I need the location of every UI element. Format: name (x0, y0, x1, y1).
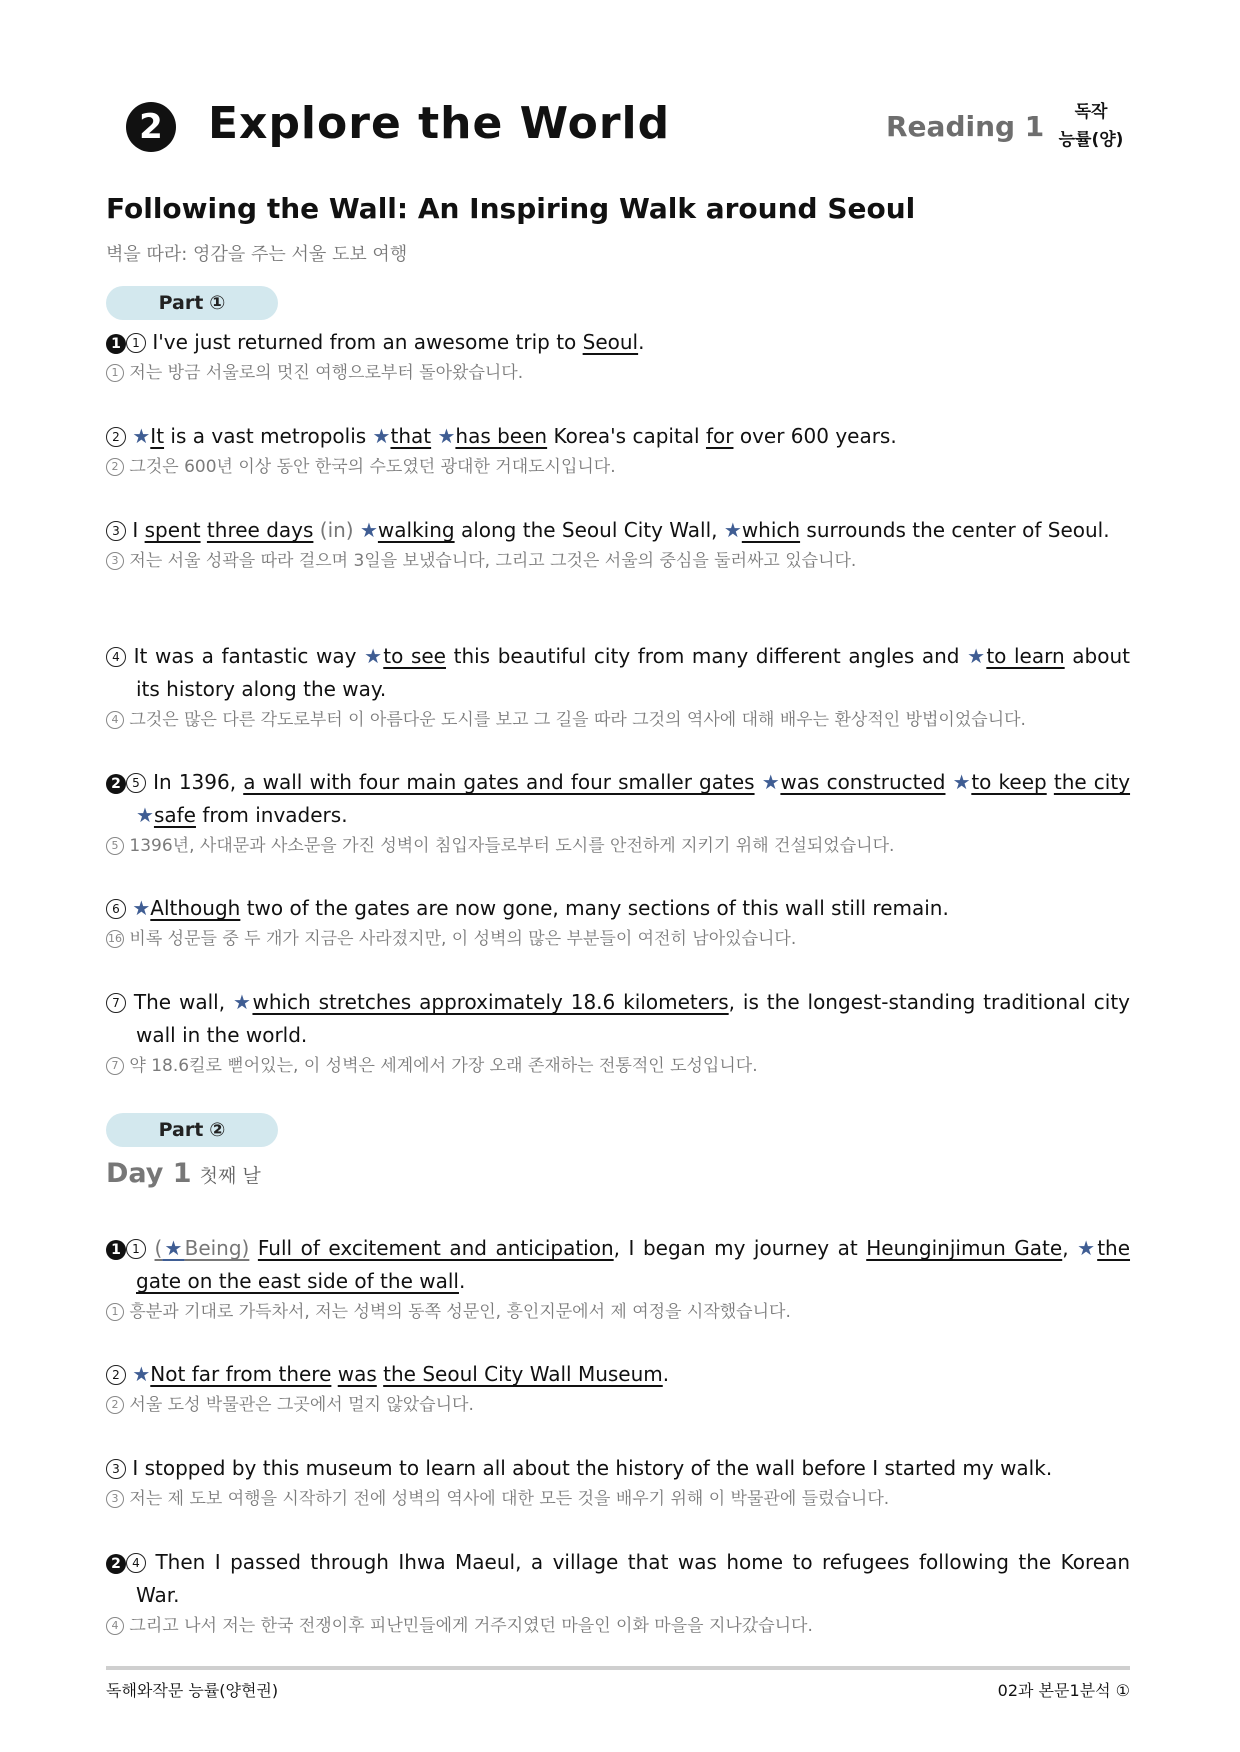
footer-page-label: 02과 본문1분석 ① (997, 1681, 1130, 1700)
star-icon: ★ (232, 990, 253, 1014)
text: , (1062, 1236, 1078, 1260)
translation-text: 저는 제 도보 여행을 시작하기 전에 성벽의 역사에 대한 모든 것을 배우기 위해 이 박물관에 들렀습니다. (124, 1489, 890, 1509)
text (249, 1236, 258, 1260)
star-icon: ★ (761, 770, 781, 794)
underlined-text: that (390, 424, 432, 448)
underlined-text: a wall with four main gates and four smaller gates (243, 770, 755, 794)
sentence-number: 1 (106, 364, 124, 382)
text (1047, 770, 1054, 794)
sentence-number: 4 (126, 1553, 146, 1573)
english-sentence (106, 1232, 1130, 1298)
underlined-text: which (741, 518, 801, 542)
sentence-number: 2 (106, 1365, 126, 1385)
paragraph-marker: 1 (106, 1240, 126, 1260)
lesson-number-badge: 2 (126, 102, 176, 152)
text: , I began my journey at (613, 1236, 867, 1260)
text: Korea's capital (547, 424, 706, 448)
sentence-number: 2 (106, 458, 124, 476)
text: Then I passed through Ihwa Maeul, a village that was home to refugees following the Korean War. (136, 1550, 1130, 1607)
omitted-word: ( (154, 1236, 163, 1260)
text: I stopped by this museum to learn all about the history of the wall before I started my walk. (126, 1456, 1053, 1480)
korean-translation (106, 547, 1130, 575)
english-sentence (106, 986, 1130, 1052)
underlined-text: walking (377, 518, 455, 542)
paragraph-marker: 2 (106, 1554, 126, 1574)
underlined-text: the gate on the east side of the wall (136, 1236, 1131, 1293)
level-badge (1046, 98, 1136, 154)
english-sentence (106, 514, 1130, 547)
underlined-text: has been (455, 424, 548, 448)
star-icon: ★ (136, 803, 154, 827)
day-heading (106, 1158, 261, 1189)
text (755, 770, 762, 794)
sentence-number: 7 (106, 1057, 124, 1075)
sentence-number: 3 (106, 552, 124, 570)
omitted-word: (in) (319, 518, 354, 542)
english-sentence (106, 892, 1130, 925)
translation-text: 저는 서울 성곽을 따라 걸으며 3일을 보냈습니다, 그리고 그것은 서울의 중심을 둘러싸고 있습니다. (124, 551, 857, 571)
day-subtitle: 첫째 날 (199, 1165, 261, 1187)
sentence-block (106, 1546, 1130, 1640)
text: , is the longest-standing traditional city wall in the world. (136, 990, 1131, 1047)
underlined-text: It (150, 424, 165, 448)
korean-translation (106, 1612, 1130, 1640)
footer-book-title: 독해와작문 능률(양현권) (106, 1681, 279, 1700)
translation-text: 비록 성문들 중 두 개가 지금은 사라졌지만, 이 성벽의 많은 부분들이 여전히 남아있습니다. (124, 929, 797, 949)
sentence-number: 3 (106, 1459, 126, 1479)
footer-divider (106, 1666, 1130, 1670)
lesson-header (126, 96, 1126, 166)
korean-translation (106, 832, 1130, 860)
paragraph-marker: 2 (106, 774, 126, 794)
sentence-number: 1 (106, 1303, 124, 1321)
omitted-word: Being) (184, 1236, 250, 1260)
korean-translation (106, 1298, 1130, 1326)
underlined-text: was constructed (780, 770, 946, 794)
sentence-block (106, 640, 1130, 734)
underlined-text: the city (1053, 770, 1131, 794)
text: over 600 years. (733, 424, 897, 448)
lesson-title: Explore the World (208, 98, 671, 149)
day-label: Day 1 (106, 1158, 192, 1189)
underlined-text: which stretches approximately 18.6 kilometers (252, 990, 729, 1014)
sentence-block (106, 420, 1130, 481)
sentence-number: 2 (106, 427, 126, 447)
translation-text: 서울 도성 박물관은 그곳에서 멀지 않았습니다. (124, 1395, 474, 1415)
sentence-number: 5 (126, 773, 146, 793)
sentence-number: 1 (126, 1239, 146, 1259)
sentence-block (106, 892, 1130, 953)
underlined-text: spent (144, 518, 201, 542)
sentence-block (106, 1232, 1130, 1326)
passage-subtitle: 벽을 따라: 영감을 주는 서울 도보 여행 (106, 244, 408, 265)
english-sentence (106, 766, 1130, 832)
part-2-pill (106, 1113, 278, 1147)
korean-translation (106, 1052, 1130, 1080)
english-sentence (106, 1546, 1130, 1612)
text: along the Seoul City Wall, (454, 518, 724, 542)
text: from invaders. (195, 803, 348, 827)
sentence-number: 1 (126, 333, 146, 353)
part-label: Part (158, 1119, 204, 1141)
text: The wall, (126, 990, 233, 1014)
text: . (638, 330, 645, 354)
underlined-text: the Seoul City Wall Museum (383, 1362, 663, 1386)
underlined-text: Full of excitement and anticipation (257, 1236, 614, 1260)
english-sentence (106, 326, 1130, 359)
sentence-number: 3 (106, 1490, 124, 1508)
korean-translation (106, 359, 1130, 387)
sentence-block (106, 1358, 1130, 1419)
star-icon: ★ (437, 424, 456, 448)
text: about its history along the way. (136, 644, 1130, 701)
underlined-text: was (337, 1362, 377, 1386)
sentence-number: 4 (106, 647, 126, 667)
sentence-number: 4 (106, 711, 124, 729)
level-line-2: 능률(양) (1058, 130, 1124, 150)
sentence-block (106, 1452, 1130, 1513)
text: two of the gates are now gone, many sections of this wall still remain. (240, 896, 949, 920)
underlined-text: to see (383, 644, 446, 668)
star-icon: ★ (967, 644, 987, 668)
sentence-number: 3 (106, 521, 126, 541)
korean-translation (106, 706, 1130, 734)
star-icon: ★ (162, 1236, 185, 1260)
underlined-text: safe (153, 803, 196, 827)
star-icon: ★ (952, 770, 972, 794)
translation-text: 1396년, 사대문과 사소문을 가진 성벽이 침입자들로부터 도시를 안전하게 지키기 위해 건설되었습니다. (124, 836, 895, 856)
sentence-number: 5 (106, 837, 124, 855)
translation-text: 그것은 많은 다른 각도로부터 이 아름다운 도시를 보고 그 길을 따라 그것의 역사에 대해 배우는 환상적인 방법이었습니다. (124, 710, 1026, 730)
sentence-number: 4 (106, 1617, 124, 1635)
underlined-text: Seoul (582, 330, 639, 354)
translation-text: 그리고 나서 저는 한국 전쟁이후 피난민들에게 거주지였던 마을인 이화 마을을 지나갔습니다. (124, 1616, 813, 1636)
part-number: ② (209, 1119, 226, 1141)
part-1-pill (106, 286, 278, 320)
star-icon: ★ (132, 896, 151, 920)
korean-translation (106, 453, 1130, 481)
text: surrounds the center of Seoul. (800, 518, 1110, 542)
passage-title: Following the Wall: An Inspiring Walk around Seoul (106, 192, 916, 225)
text (146, 1236, 155, 1260)
sentence-block (106, 766, 1130, 860)
english-sentence (106, 1452, 1130, 1485)
sentence-block (106, 986, 1130, 1080)
part-label: Part (158, 292, 204, 314)
level-line-1: 독작 (1074, 102, 1108, 122)
star-icon: ★ (372, 424, 391, 448)
korean-translation (106, 1391, 1130, 1419)
sentence-block (106, 514, 1130, 575)
underlined-text: for (705, 424, 734, 448)
sentence-block (106, 326, 1130, 387)
translation-text: 그것은 600년 이상 동안 한국의 수도였던 광대한 거대도시입니다. (124, 457, 616, 477)
star-icon: ★ (132, 424, 151, 448)
star-icon: ★ (1077, 1236, 1098, 1260)
text: this beautiful city from many different angles and (445, 644, 968, 668)
sentence-number: 16 (106, 930, 124, 948)
sentence-number: 2 (106, 1396, 124, 1414)
underlined-text: to keep (971, 770, 1047, 794)
underlined-text: Although (150, 896, 241, 920)
translation-text: 흥분과 기대로 가득차서, 저는 성벽의 동쪽 성문인, 흥인지문에서 제 여정을 시작했습니다. (124, 1302, 791, 1322)
text: is a vast metropolis (164, 424, 373, 448)
korean-translation (106, 925, 1130, 953)
english-sentence (106, 640, 1130, 706)
text: . (458, 1269, 466, 1293)
sentence-number: 6 (106, 899, 126, 919)
part-number: ① (209, 292, 226, 314)
star-icon: ★ (132, 1362, 151, 1386)
translation-text: 약 18.6킬로 뻗어있는, 이 성벽은 세계에서 가장 오래 존재하는 전통적인 도성입니다. (124, 1056, 758, 1076)
underlined-text: to learn (986, 644, 1065, 668)
translation-text: 저는 방금 서울로의 멋진 여행으로부터 돌아왔습니다. (124, 363, 524, 383)
underlined-text: three days (206, 518, 314, 542)
text (945, 770, 952, 794)
english-sentence (106, 1358, 1130, 1391)
star-icon: ★ (364, 644, 384, 668)
text: . (662, 1362, 670, 1386)
sentence-number: 7 (106, 993, 126, 1013)
text: I've just returned from an awesome trip to (146, 330, 583, 354)
text: It was a fantastic way (126, 644, 365, 668)
star-icon: ★ (359, 518, 378, 542)
underlined-text: Not far from there (150, 1362, 332, 1386)
text: In 1396, (146, 770, 244, 794)
underlined-text: Heunginjimun Gate (866, 1236, 1063, 1260)
english-sentence (106, 420, 1130, 453)
star-icon: ★ (723, 518, 742, 542)
text: I (126, 518, 145, 542)
korean-translation (106, 1485, 1130, 1513)
reading-label: Reading 1 (886, 110, 1045, 143)
paragraph-marker: 1 (106, 334, 126, 354)
